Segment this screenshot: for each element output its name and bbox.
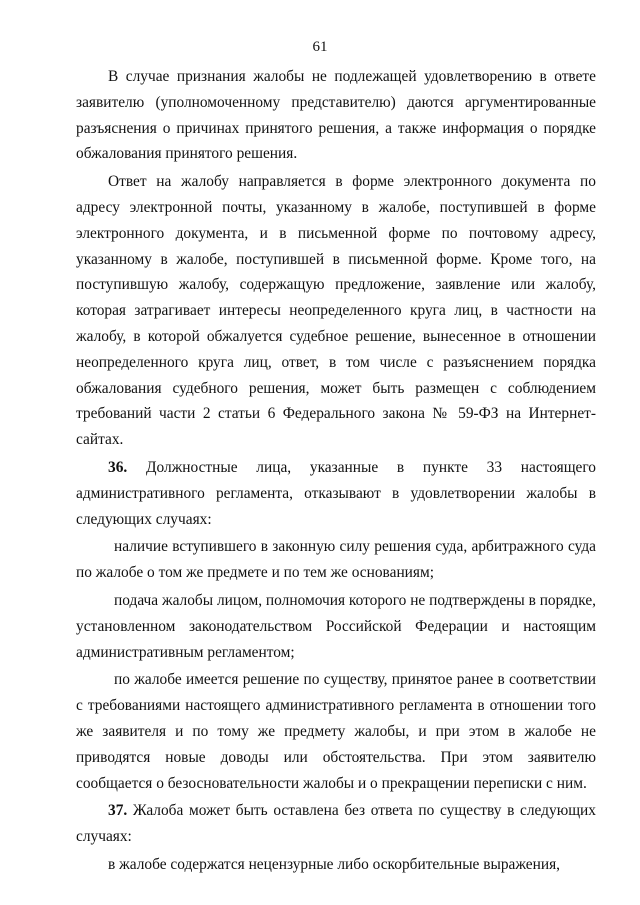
list-item-unconfirmed-authority [76,588,596,665]
paragraph-text: Жалоба может быть оставлена без ответа по существу в следующих случаях: [76,802,596,846]
list-item-prior-decision [76,667,596,796]
clause-number: 37. [108,802,128,820]
paragraph-text: подача жалобы лицом, полномочия которого не подтверждены в порядке, установленном законодательством Российской Федерации и настоящим административным регламентом; [76,591,596,661]
clause-37 [76,798,596,850]
list-item-obscene-language [76,852,596,878]
paragraph-text: В случае признания жалобы не подлежащей удовлетворению в ответе заявителю (уполномоченному представителю) даются аргументированные разъяснения о причинах принятого решения, а также информация о порядке обжалования принятого решения. [76,68,596,163]
paragraph-rejection-explanation [76,64,596,167]
clause-number: 36. [108,458,128,476]
paragraph-text: Должностные лица, указанные в пункте 33 настоящего административного регламента, отказывают в удовлетворении жалобы в следующих случаях: [76,458,596,528]
page-number: 61 [312,39,328,55]
paragraph-text: наличие вступившего в законную силу решения суда, арбитражного суда по жалобе о том же предмете и по тем же основаниям; [76,538,596,582]
document-body [76,64,596,878]
paragraph-text: Ответ на жалобу направляется в форме электронного документа по адресу электронной почты, указанному в жалобе, поступившей в форме электронного документа, и в письменной форме по почтовому адресу, указанному в жалобе, поступившей в письменной форме. Кроме того, на поступившую жалобу, содержащую предложение, заявление или жалобу, которая затрагивает интересы неопределенного круга лиц, в частности на жалобу, в которой обжалуется судебное решение, вынесенное в отношении неопределенного круга лиц, ответ, в том числе с разъяснением порядка обжалования судебного решения, может быть размещен с соблюдением требований части 2 статьи 6 Федерального закона № 59-ФЗ на Интернет-сайтах. [76,173,596,449]
paragraph-text: по жалобе имеется решение по существу, принятое ранее в соответствии с требованиями настоящего административного регламента в отношении того же заявителя и по тому же предмету жалобы, и при этом в жалобе не приводятся новые доводы или обстоятельства. При этом заявителю сообщается о безосновательности жалобы и о прекращении переписки с ним. [76,671,596,792]
paragraph-text: в жалобе содержатся нецензурные либо оскорбительные выражения, [108,855,561,873]
paragraph-response-delivery [76,169,596,453]
clause-36 [76,455,596,532]
list-item-court-decision [76,534,596,586]
